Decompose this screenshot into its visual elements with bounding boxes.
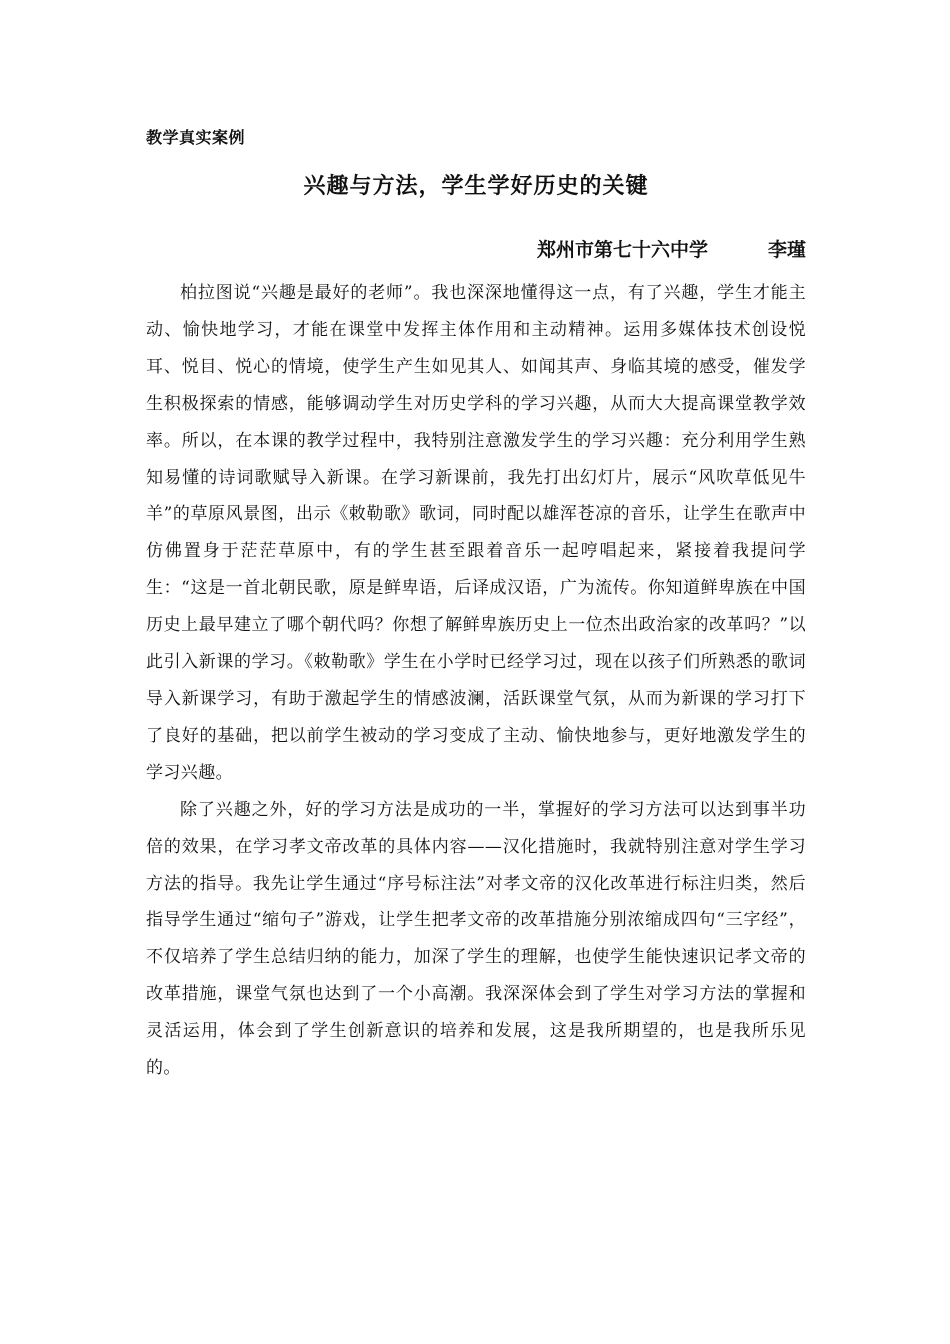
author-line xyxy=(146,234,806,266)
document-title: 兴趣与方法，学生学好历史的关键 xyxy=(303,174,649,199)
document-category-label: 教学真实案例 xyxy=(146,128,246,147)
document-body xyxy=(146,275,806,1087)
author-name: 李瑾 xyxy=(767,239,806,261)
author-school: 郑州市第七十六中学 xyxy=(536,239,708,261)
body-paragraph-interest: 柏拉图说“兴趣是最好的老师”。我也深深地懂得这一点，有了兴趣，学生才能主动、愉快地学习，才能在课堂中发挥主体作用和主动精神。运用多媒体技术创设悦耳、悦目、悦心的情境，使学生产生如见其人、如闻其声、身临其境的感受，催发学生积极探索的情感，能够调动学生对历史学科的学习兴趣，从而大大提高课堂教学效率。所以，在本课的教学过程中，我特别注意激发学生的学习兴趣：充分利用学生熟知易懂的诗词歌赋导入新课。在学习新课前，我先打出幻灯片，展示“风吹草低见牛羊”的草原风景图，出示《敕勒歌》歌词，同时配以雄浑苍凉的音乐，让学生在歌声中仿佛置身于茫茫草原中，有的学生甚至跟着音乐一起哼唱起来，紧接着我提问学生：“这是一首北朝民歌，原是鲜卑语，后译成汉语，广为流传。你知道鲜卑族在中国历史上最早建立了哪个朝代吗？你想了解鲜卑族历史上一位杰出政治家的改革吗？”以此引入新课的学习。《敕勒歌》学生在小学时已经学习过，现在以孩子们所熟悉的歌词导入新课学习，有助于激起学生的情感波澜，活跃课堂气氛，从而为新课的学习打下了良好的基础，把以前学生被动的学习变成了主动、愉快地参与，更好地激发学生的学习兴趣。 xyxy=(146,283,806,783)
body-paragraph-method: 除了兴趣之外，好的学习方法是成功的一半，掌握好的学习方法可以达到事半功倍的效果，在学习孝文帝改革的具体内容——汉化措施时，我就特别注意对学生学习方法的指导。我先让学生通过“序号标注法”对孝文帝的汉化改革进行标注归类，然后指导学生通过“缩句子”游戏，让学生把孝文帝的改革措施分别浓缩成四句“三字经”，不仅培养了学生总结归纳的能力，加深了学生的理解，也使学生能快速识记孝文帝的改革措施，课堂气氛也达到了一个小高潮。我深深体会到了学生对学习方法的掌握和灵活运用，体会到了学生创新意识的培养和发展，这是我所期望的，也是我所乐见的。 xyxy=(146,799,806,1079)
